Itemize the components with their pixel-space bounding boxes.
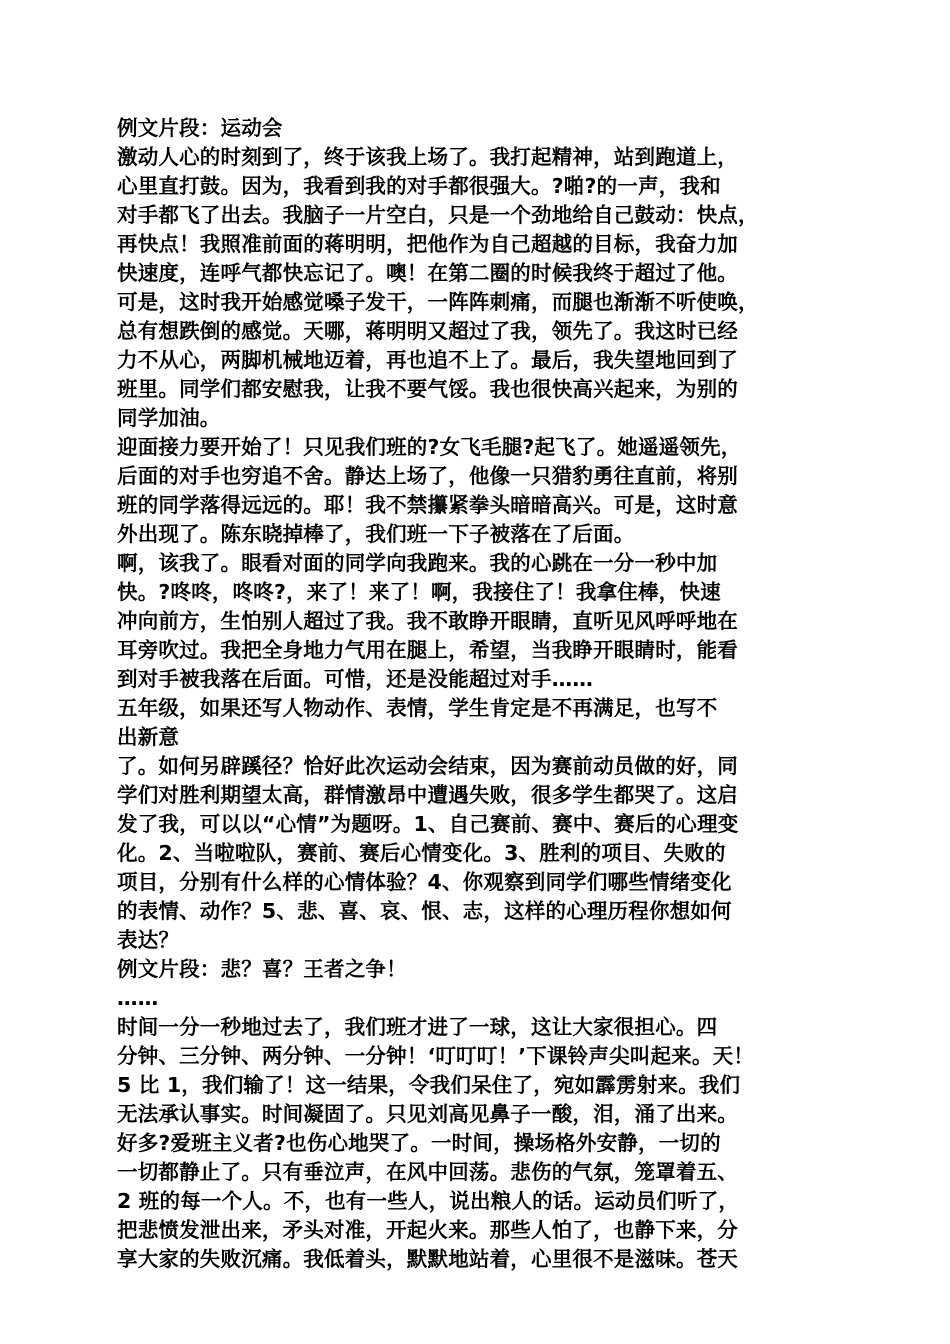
- text-line: 项目，分别有什么样的心情体验？4、你观察到同学们哪些情绪变化: [117, 870, 732, 894]
- heading-example-sorrow-joy: 例文片段：悲？喜？王者之争！: [117, 957, 407, 981]
- text-line: 对手都飞了出去。我脑子一片空白，只是一个劲地给自己鼓动：快点，: [117, 203, 759, 227]
- ellipsis-line: ……: [117, 986, 159, 1010]
- text-line: 总有想跌倒的感觉。天哪，蒋明明又超过了我，领先了。我这时已经: [117, 319, 738, 343]
- text-line: 再快点！我照准前面的蒋明明，把他作为自己超越的目标，我奋力加: [117, 232, 738, 256]
- text-line: 心里直打鼓。因为，我看到我的对手都很强大。?啪?的一声，我和: [117, 174, 721, 198]
- text-line: 好多?爱班主义者?也伤心地哭了。一时间，操场格外安静，一切的: [117, 1131, 721, 1155]
- text-line: 同学加油。: [117, 406, 221, 430]
- text-line: 化。2、当啦啦队，赛前、赛后心情变化。3、胜利的项目、失败的: [117, 841, 726, 865]
- text-line: 分钟、三分钟、两分钟、一分钟！‘叮叮叮！’下课铃声尖叫起来。天！: [117, 1044, 754, 1068]
- text-line: 2 班的每一个人。不，也有一些人，说出粮人的话。运动员们听了，: [117, 1189, 740, 1213]
- text-line: 一切都静止了。只有垂泣声，在风中回荡。悲伤的气氛，笼罩着五、: [117, 1160, 738, 1184]
- text-line: 出新意: [117, 725, 180, 749]
- text-line: 激动人心的时刻到了，终于该我上场了。我打起精神，站到跑道上，: [117, 145, 738, 169]
- text-line: 了。如何另辟蹊径？恰好此次运动会结束，因为赛前动员做的好，同: [117, 754, 738, 778]
- text-line: 时间一分一秒地过去了，我们班才进了一球，这让大家很担心。四: [117, 1015, 718, 1039]
- text-line: 啊，该我了。眼看对面的同学向我跑来。我的心跳在一分一秒中加: [117, 551, 718, 575]
- text-line: 发了我，可以以“心情”为题呀。1、自己赛前、赛中、赛后的心理变: [117, 812, 739, 836]
- text-line: 表达？: [117, 928, 180, 952]
- text-line: 班的同学落得远远的。耶！我不禁攥紧拳头暗暗高兴。可是，这时意: [117, 493, 738, 517]
- text-line: 力不从心，两脚机械地迈着，再也追不上了。最后，我失望地回到了: [117, 348, 738, 372]
- text-line: 快。?咚咚，咚咚?，来了！来了！啊，我接住了！我拿住棒，快速: [117, 580, 721, 604]
- document-body: [117, 114, 847, 1274]
- text-line: 后面的对手也穷追不舍。静达上场了，他像一只猎豹勇往直前，将别: [117, 464, 738, 488]
- text-line: 冲向前方，生怕别人超过了我。我不敢睁开眼睛，直听见风呼呼地在: [117, 609, 738, 633]
- text-line: 无法承认事实。时间凝固了。只见刘高见鼻子一酸，泪，涌了出来。: [117, 1102, 738, 1126]
- text-line: 5 比 1，我们输了！这一结果，令我们呆住了，宛如霹雳射来。我们: [117, 1073, 741, 1097]
- text-line: 班里。同学们都安慰我，让我不要气馁。我也很快高兴起来，为别的: [117, 377, 738, 401]
- text-line: 享大家的失败沉痛。我低着头，默默地站着，心里很不是滋味。苍天: [117, 1247, 738, 1271]
- text-line: 的表情、动作？5、悲、喜、哀、恨、志，这样的心理历程你想如何: [117, 899, 732, 923]
- heading-example-sports-meet: 例文片段：运动会: [117, 116, 283, 140]
- text-line: 耳旁吹过。我把全身地力气用在腿上，希望，当我睁开眼睛时，能看: [117, 638, 738, 662]
- text-line: 到对手被我落在后面。可惜，还是没能超过对手……: [117, 667, 594, 691]
- text-line: 把悲愤发泄出来，矛头对准，开起火来。那些人怕了，也静下来，分: [117, 1218, 738, 1242]
- text-line: 学们对胜利期望太高，群情激昂中遭遇失败，很多学生都哭了。这启: [117, 783, 738, 807]
- text-line: 迎面接力要开始了！只见我们班的?女飞毛腿?起飞了。她遥遥领先，: [117, 435, 742, 459]
- text-line: 可是，这时我开始感觉嗓子发干，一阵阵刺痛，而腿也渐渐不听使唤，: [117, 290, 759, 314]
- text-line: 外出现了。陈东晓掉棒了，我们班一下子被落在了后面。: [117, 522, 635, 546]
- text-line: 快速度，连呼气都快忘记了。噢！在第二圈的时候我终于超过了他。: [117, 261, 738, 285]
- text-line: 五年级，如果还写人物动作、表情，学生肯定是不再满足，也写不: [117, 696, 718, 720]
